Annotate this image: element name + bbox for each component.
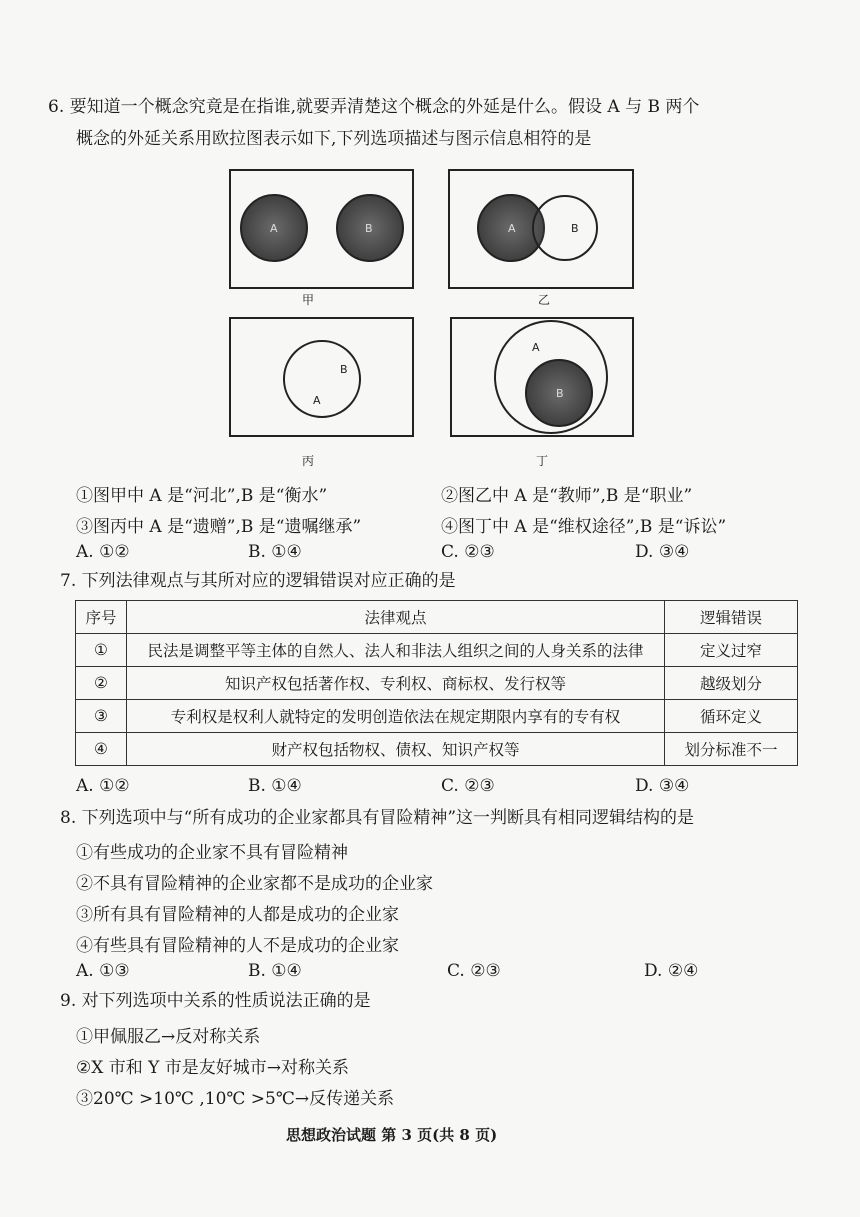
q8-choice-d[interactable]: D. ②④ <box>644 961 699 981</box>
q6-stem-line1: 6. 要知道一个概念究竟是在指谁,就要弄清楚这个概念的外延是什么。假设 A 与 B 两个 <box>48 97 700 117</box>
q7-row4-view: 财产权包括物权、债权、知识产权等 <box>127 733 665 766</box>
diagram-ding <box>451 318 633 468</box>
q6-choice-c[interactable]: C. ②③ <box>441 542 495 562</box>
diagram-jia-caption: 甲 <box>302 293 315 307</box>
diagram-bing-label-a: A <box>313 394 321 407</box>
euler-diagrams <box>0 160 860 480</box>
q8-choice-c[interactable]: C. ②③ <box>447 961 501 981</box>
q7-row1-view: 民法是调整平等主体的自然人、法人和非法人组织之间的人身关系的法律 <box>127 634 665 667</box>
diagram-yi-caption: 乙 <box>538 293 551 307</box>
q7-row3-error: 循环定义 <box>665 700 798 733</box>
diagram-jia <box>230 170 413 307</box>
diagram-yi-label-b: B <box>571 222 579 235</box>
diagram-yi-label-a: A <box>508 222 516 235</box>
q7-choice-b[interactable]: B. ①④ <box>248 776 302 796</box>
q7-choice-a[interactable]: A. ①② <box>76 776 130 796</box>
q7-header-index: 序号 <box>76 601 127 634</box>
diagram-yi-circle-b <box>533 196 597 260</box>
q7-header-error: 逻辑错误 <box>665 601 798 634</box>
table-row <box>76 733 798 766</box>
q6-statement-2: ②图乙中 A 是“教师”,B 是“职业” <box>441 486 693 506</box>
q8-choice-b[interactable]: B. ①④ <box>248 961 302 981</box>
q7-row1-index: ① <box>76 634 127 667</box>
q7-table-header-row <box>76 601 798 634</box>
q9-statement-1: ①甲佩服乙→反对称关系 <box>76 1027 261 1047</box>
q7-row1-error: 定义过窄 <box>665 634 798 667</box>
diagram-yi <box>449 170 633 307</box>
q7-header-view: 法律观点 <box>127 601 665 634</box>
diagram-bing-label-b: B <box>340 363 348 376</box>
diagram-jia-label-a: A <box>270 222 278 235</box>
q8-statement-2: ②不具有冒险精神的企业家都不是成功的企业家 <box>76 874 433 894</box>
q6-statement-3: ③图丙中 A 是“遗赠”,B 是“遗嘱继承” <box>76 517 362 537</box>
q9-stem: 9. 对下列选项中关系的性质说法正确的是 <box>60 991 371 1011</box>
diagram-bing-caption: 丙 <box>302 454 315 468</box>
diagram-bing <box>230 318 413 468</box>
q7-row3-index: ③ <box>76 700 127 733</box>
q6-statement-1: ①图甲中 A 是“河北”,B 是“衡水” <box>76 486 328 506</box>
q8-stem: 8. 下列选项中与“所有成功的企业家都具有冒险精神”这一判断具有相同逻辑结构的是 <box>60 808 695 828</box>
q8-statement-1: ①有些成功的企业家不具有冒险精神 <box>76 843 348 863</box>
q9-statement-2: ②X 市和 Y 市是友好城市→对称关系 <box>76 1058 350 1078</box>
diagram-bing-frame <box>230 318 413 436</box>
diagram-ding-caption: 丁 <box>536 454 549 468</box>
q7-row2-view: 知识产权包括著作权、专利权、商标权、发行权等 <box>127 667 665 700</box>
table-row <box>76 634 798 667</box>
q7-row2-index: ② <box>76 667 127 700</box>
q6-stem-line2: 概念的外延关系用欧拉图表示如下,下列选项描述与图示信息相符的是 <box>76 129 592 149</box>
diagram-jia-label-b: B <box>365 222 373 235</box>
diagram-ding-label-a: A <box>532 341 540 354</box>
q7-choice-d[interactable]: D. ③④ <box>635 776 690 796</box>
q6-choice-d[interactable]: D. ③④ <box>635 542 690 562</box>
q8-statement-3: ③所有具有冒险精神的人都是成功的企业家 <box>76 905 399 925</box>
q6-choice-b[interactable]: B. ①④ <box>248 542 302 562</box>
q8-choice-a[interactable]: A. ①③ <box>76 961 130 981</box>
diagram-ding-label-b: B <box>556 387 564 400</box>
q7-row4-error: 划分标准不一 <box>665 733 798 766</box>
q7-row4-index: ④ <box>76 733 127 766</box>
q7-table <box>75 600 798 766</box>
diagram-bing-circle <box>284 341 360 417</box>
q8-statement-4: ④有些具有冒险精神的人不是成功的企业家 <box>76 936 399 956</box>
q6-statement-4: ④图丁中 A 是“维权途径”,B 是“诉讼” <box>441 517 727 537</box>
q7-choice-c[interactable]: C. ②③ <box>441 776 495 796</box>
page-footer: 思想政治试题 第 3 页(共 8 页) <box>286 1126 498 1144</box>
table-row <box>76 700 798 733</box>
q9-statement-3: ③20℃ >10℃ ,10℃ >5℃→反传递关系 <box>76 1089 395 1109</box>
q7-row2-error: 越级划分 <box>665 667 798 700</box>
q7-row3-view: 专利权是权利人就特定的发明创造依法在规定期限内享有的专有权 <box>127 700 665 733</box>
table-row <box>76 667 798 700</box>
q7-stem: 7. 下列法律观点与其所对应的逻辑错误对应正确的是 <box>60 571 456 591</box>
q6-choice-a[interactable]: A. ①② <box>76 542 130 562</box>
